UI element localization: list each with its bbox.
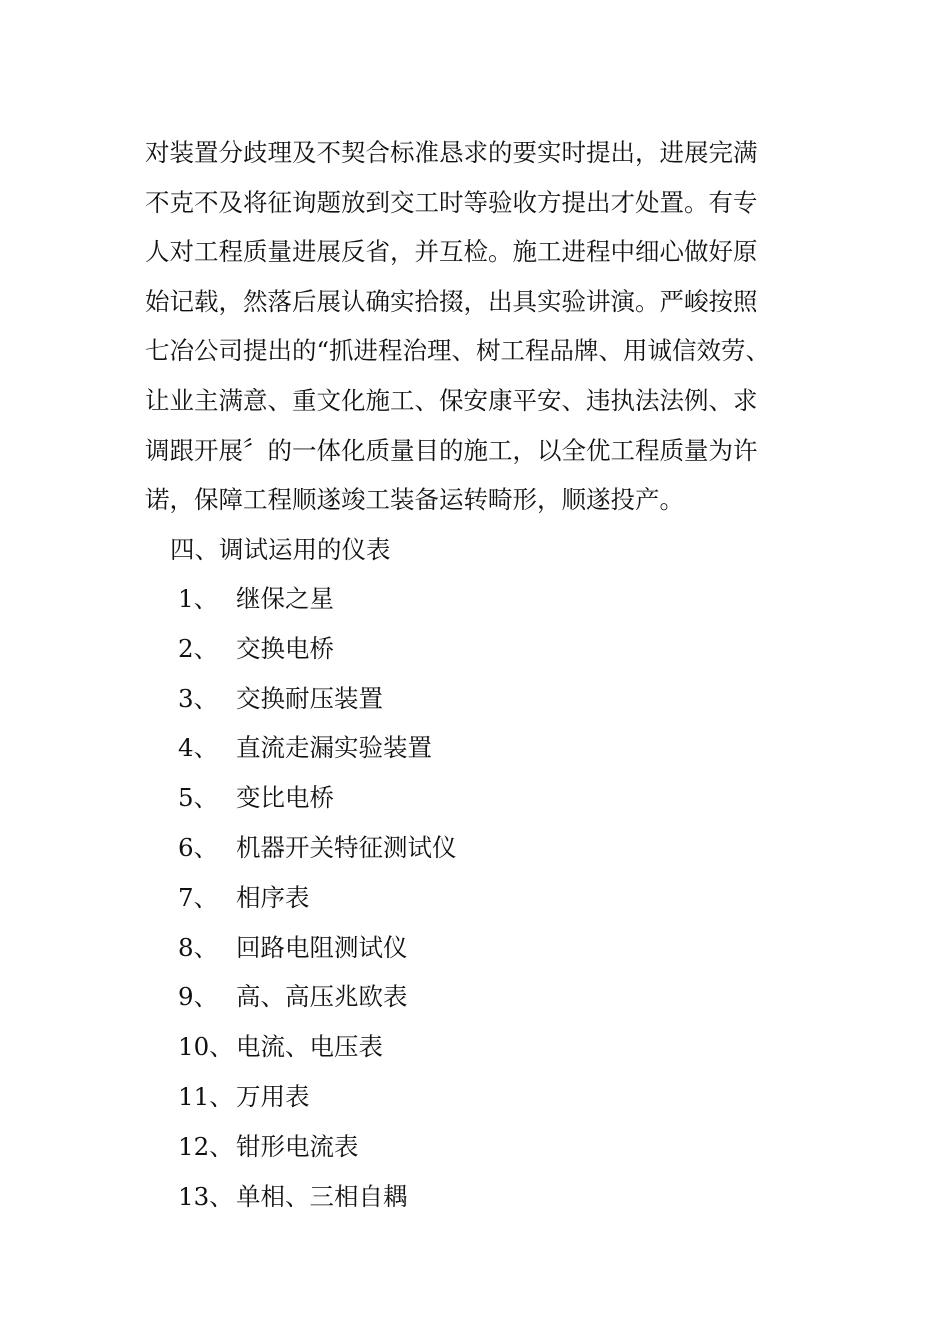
item-number: 8、 xyxy=(178,932,219,962)
item-text: 高、高压兆欧表 xyxy=(236,982,408,1012)
item-text: 变比电桥 xyxy=(236,783,334,813)
item-text: 电流、电压表 xyxy=(236,1032,383,1062)
instrument-list xyxy=(0,574,950,1221)
list-item xyxy=(0,723,950,773)
item-number: 3、 xyxy=(178,683,219,713)
item-text: 交换电桥 xyxy=(236,633,334,663)
list-item xyxy=(0,773,950,823)
list-item xyxy=(0,1022,950,1072)
list-item xyxy=(0,823,950,873)
list-item xyxy=(0,574,950,624)
item-number: 7、 xyxy=(178,882,219,912)
paragraph-line: 不克不及将征询题放到交工时等验收方提出才处置。有专 xyxy=(145,187,758,217)
paragraph-line: 对装置分歧理及不契合标准恳求的要实时提出，进展完满 xyxy=(145,138,758,167)
paragraph-line: 调跟开展〞的一体化质量目的施工，以全优工程质量为许 xyxy=(145,435,758,465)
item-number: 2、 xyxy=(178,633,219,663)
list-item xyxy=(0,923,950,973)
paragraph-line: 诺，保障工程顺遂竣工装备运转畸形，顺遂投产。 xyxy=(145,485,684,515)
item-number: 10、 xyxy=(178,1032,234,1062)
paragraph-line: 人对工程质量进展反省，并互检。施工进程中细心做好原 xyxy=(145,237,758,267)
list-item xyxy=(0,1072,950,1122)
item-text: 直流走漏实验装置 xyxy=(236,733,432,763)
item-number: 1、 xyxy=(178,584,219,613)
list-item xyxy=(0,674,950,724)
paragraph-line: 始记载，然落后展认确实拾掇，出具实验讲演。严峻按照 xyxy=(145,286,758,316)
item-number: 9、 xyxy=(178,982,219,1012)
paragraph-line: 七冶公司提出的“抓进程治理、树工程品牌、用诚信效劳、 xyxy=(145,336,771,366)
paragraph-line: 让业主满意、重文化施工、保安康平安、违执法法例、求 xyxy=(145,385,758,415)
item-text: 机器开关特征测试仪 xyxy=(236,832,457,862)
item-text: 继保之星 xyxy=(236,584,334,613)
item-text: 相序表 xyxy=(236,882,310,912)
item-text: 单相、三相自耦 xyxy=(236,1181,408,1211)
item-text: 回路电阻测试仪 xyxy=(236,932,408,962)
list-item xyxy=(0,1122,950,1172)
list-item xyxy=(0,1172,950,1222)
item-number: 13、 xyxy=(178,1181,234,1211)
item-number: 6、 xyxy=(178,832,219,862)
item-text: 钳形电流表 xyxy=(236,1131,359,1161)
item-number: 12、 xyxy=(178,1131,234,1161)
list-item xyxy=(0,624,950,674)
item-text: 万用表 xyxy=(236,1081,310,1111)
list-item xyxy=(0,972,950,1022)
list-item xyxy=(0,873,950,923)
item-number: 5、 xyxy=(178,783,219,813)
body-paragraph xyxy=(145,128,810,525)
item-number: 11、 xyxy=(178,1081,234,1111)
item-number: 4、 xyxy=(178,733,219,763)
section-heading: 四、调试运用的仪表 xyxy=(170,535,391,564)
item-text: 交换耐压装置 xyxy=(236,683,383,713)
